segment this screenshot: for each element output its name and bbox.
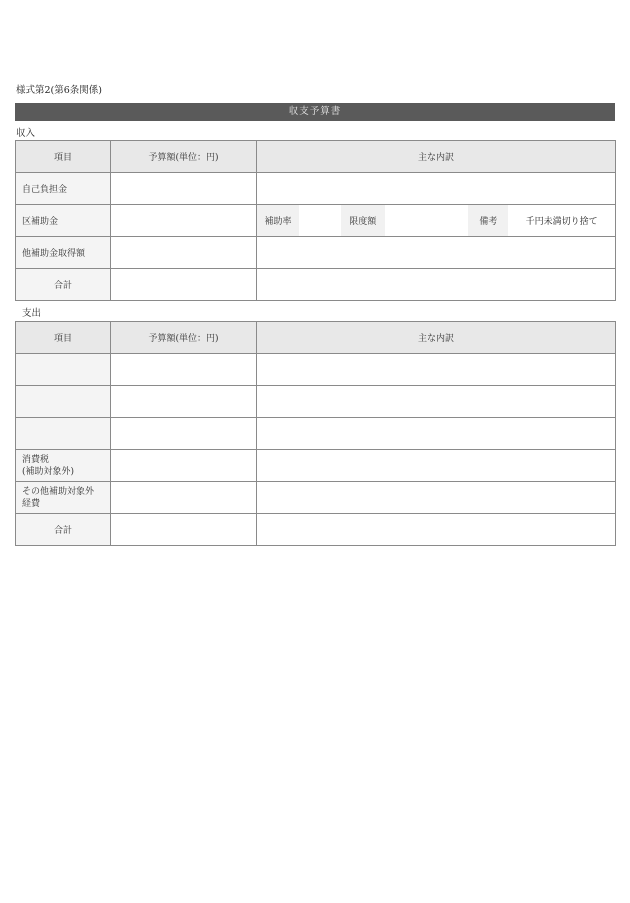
expense-item-total: 合計 — [16, 514, 111, 546]
subsidy-remarks-value: 千円未満切り捨て — [525, 217, 598, 227]
expense-budget-field-1[interactable] — [111, 354, 257, 386]
income-header-item: 項目 — [16, 141, 111, 173]
subsidy-limit-label: 限度額 — [341, 205, 385, 236]
expense-header-budget: 予算額(単位：円) — [111, 322, 257, 354]
expense-item-other-line1: その他補助対象外 — [22, 486, 95, 497]
expense-budget-field-2[interactable] — [111, 386, 257, 418]
subsidy-remarks-label: 備考 — [468, 205, 508, 236]
expense-item-field-3[interactable] — [16, 418, 111, 450]
expense-detail-field-3[interactable] — [257, 418, 616, 450]
income-item-ward-subsidy: 区補助金 — [16, 205, 111, 237]
income-detail-self-pay-field[interactable] — [257, 173, 616, 205]
expense-item-field-2[interactable] — [16, 386, 111, 418]
income-header-row — [16, 141, 616, 173]
income-budget-other-subsidy-field[interactable] — [111, 237, 257, 269]
income-table — [15, 140, 616, 301]
expense-item-other — [16, 482, 111, 514]
income-budget-self-pay-field[interactable] — [111, 173, 257, 205]
expense-detail-total-field[interactable] — [257, 514, 616, 546]
expense-detail-field-1[interactable] — [257, 354, 616, 386]
expense-header-detail: 主な内訳 — [257, 322, 616, 354]
expense-detail-other-field[interactable] — [257, 482, 616, 514]
expense-budget-tax-field[interactable] — [111, 450, 257, 482]
income-detail-other-subsidy-field[interactable] — [257, 237, 616, 269]
expense-header-item: 項目 — [16, 322, 111, 354]
expense-row-tax — [16, 450, 616, 482]
income-row-other-subsidy — [16, 237, 616, 269]
form-number: 様式第2(第6条関係) — [16, 85, 103, 96]
income-header-detail: 主な内訳 — [257, 141, 616, 173]
subsidy-rate-field[interactable] — [299, 205, 341, 236]
income-budget-total-field[interactable] — [111, 269, 257, 301]
income-header-budget: 予算額(単位：円) — [111, 141, 257, 173]
expense-row-total — [16, 514, 616, 546]
expense-item-tax — [16, 450, 111, 482]
document-title: 収支予算書 — [15, 103, 615, 121]
income-detail-total-field[interactable] — [257, 269, 616, 301]
expense-table — [15, 321, 616, 546]
income-detail-ward-subsidy — [257, 205, 616, 237]
expense-item-field-1[interactable] — [16, 354, 111, 386]
income-row-ward-subsidy — [16, 205, 616, 237]
expense-item-tax-line1: 消費税 — [22, 454, 50, 465]
subsidy-rate-label: 補助率 — [257, 205, 299, 236]
income-budget-ward-subsidy-field[interactable] — [111, 205, 257, 237]
expense-budget-total-field[interactable] — [111, 514, 257, 546]
expense-budget-field-3[interactable] — [111, 418, 257, 450]
income-row-total — [16, 269, 616, 301]
expense-row-blank-2 — [16, 386, 616, 418]
expense-item-tax-line2: (補助対象外) — [22, 466, 75, 477]
subsidy-limit-field[interactable] — [385, 205, 469, 236]
expense-row-blank-1 — [16, 354, 616, 386]
expense-row-blank-3 — [16, 418, 616, 450]
income-section-label: 収入 — [16, 128, 36, 139]
income-item-total: 合計 — [16, 269, 111, 301]
income-row-self-pay — [16, 173, 616, 205]
income-item-self-pay: 自己負担金 — [16, 173, 111, 205]
expense-detail-field-2[interactable] — [257, 386, 616, 418]
expense-detail-tax-field[interactable] — [257, 450, 616, 482]
income-item-other-subsidy: 他補助金取得額 — [16, 237, 111, 269]
expense-header-row — [16, 322, 616, 354]
expense-row-other — [16, 482, 616, 514]
expense-section-label: 支出 — [22, 308, 42, 319]
expense-item-other-line2: 経費 — [22, 498, 41, 509]
expense-budget-other-field[interactable] — [111, 482, 257, 514]
